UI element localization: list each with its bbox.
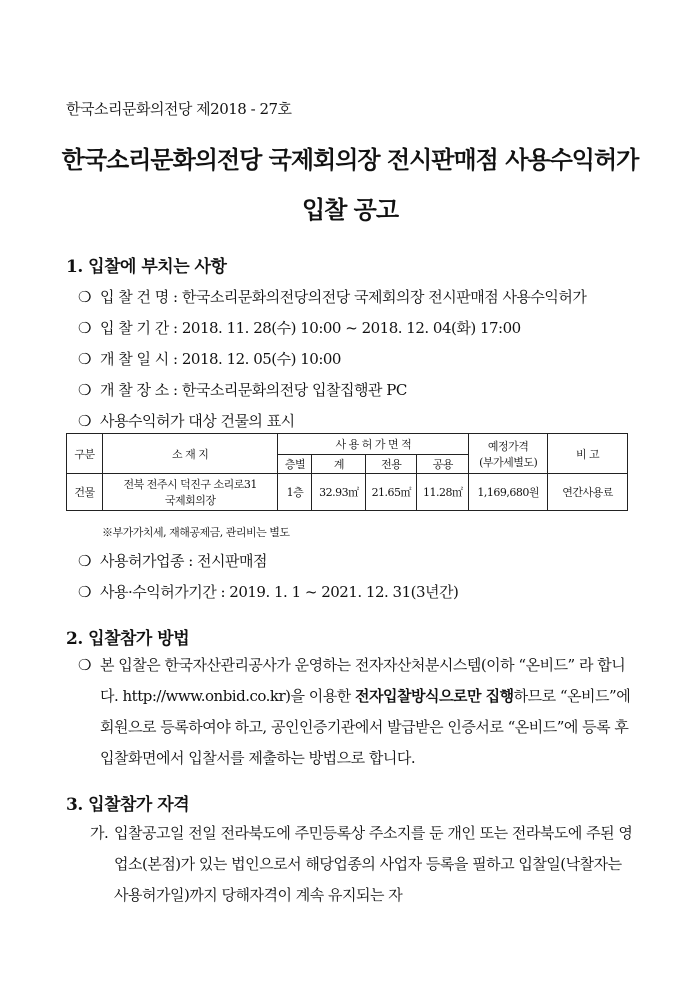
section-3-heading: 3. 입찰참가 자격: [66, 795, 190, 815]
section-2-paragraph: [78, 650, 640, 774]
item-building-display: [78, 410, 295, 431]
header-floor: 층별: [278, 455, 312, 474]
circle-bullet-icon: ❍: [78, 319, 91, 337]
cell-common-area: 11.28㎡: [417, 474, 469, 511]
item-opening-date: [78, 348, 341, 369]
cell-type: 건물: [67, 474, 103, 511]
header-location: 소 재 지: [102, 434, 278, 474]
section-2-heading: 2. 입찰참가 방법: [66, 629, 190, 649]
item-text: 사용허가업종 : 전시판매점: [100, 552, 267, 570]
item-label: 개 찰 일 시 :: [100, 350, 182, 368]
cell-location-line-1: 전북 전주시 덕진구 소리로31: [123, 478, 257, 491]
cell-floor: 1층: [278, 474, 312, 511]
document-number: 한국소리문화의전당 제2018 - 27호: [66, 100, 292, 118]
header-type: 구분: [67, 434, 103, 474]
cell-location: [102, 474, 278, 511]
section-2-text: [100, 650, 636, 774]
header-remarks: 비 고: [548, 434, 628, 474]
cell-exclusive-area: 21.65㎡: [366, 474, 417, 511]
item-label: 입 찰 기 간 :: [100, 319, 182, 337]
section-1-heading: 1. 입찰에 부치는 사항: [66, 257, 227, 277]
cell-price: 1,169,680원: [469, 474, 548, 511]
title-line-1: 한국소리문화의전당 국제회의장 전시판매점 사용수익허가: [61, 145, 639, 174]
title-line-2: 입찰 공고: [301, 195, 399, 224]
item-label: 입 찰 건 명 :: [100, 288, 182, 306]
text-before-bold: 본 입찰은 한국자산관리공사가 운영하는 전자자산처분시스템(이하 “온비드” 라 합니다. http://www.onbid.co.kr)을 이용한: [100, 656, 626, 705]
circle-bullet-icon: ❍: [78, 350, 91, 368]
item-bid-name: [78, 286, 586, 307]
table-footnote: ※부가가치세, 재해공제금, 관리비는 별도: [102, 526, 290, 539]
item-marker: 가.: [90, 824, 109, 842]
header-common: 공용: [417, 455, 469, 474]
item-label: 개 찰 장 소 :: [100, 381, 182, 399]
circle-bullet-icon: ❍: [78, 288, 91, 306]
circle-bullet-icon: ❍: [78, 412, 91, 430]
item-permit-period: [78, 581, 458, 602]
item-value: 한국소리문화의전당의전당 국제회의장 전시판매점 사용수익허가: [181, 288, 587, 306]
item-business-type: [78, 550, 267, 571]
circle-bullet-icon: ❍: [78, 552, 91, 570]
section-3-text: 입찰공고일 전일 전라북도에 주민등록상 주소지를 둔 개인 또는 전라북도에 주된 영업소(본점)가 있는 법인으로서 해당업종의 사업자 등록을 필하고 입찰일(낙찰자는 사용허가일)까지 당해자격이 계속 유지되는 자: [114, 824, 633, 904]
header-usage-area: 사 용 허 가 면 적: [278, 434, 469, 455]
item-value: 2018. 12. 05(수) 10:00: [181, 350, 341, 368]
item-value: 한국소리문화의전당 입찰집행관 PC: [181, 381, 407, 399]
circle-bullet-icon: ❍: [78, 381, 91, 399]
header-price-line-2: (부가세별도): [479, 455, 538, 469]
circle-bullet-icon: ❍: [78, 583, 91, 601]
item-value: 2018. 11. 28(수) 10:00 ~ 2018. 12. 04(화) 17:00: [181, 319, 521, 337]
item-opening-place: [78, 379, 407, 400]
cell-location-line-2: 국제회의장: [164, 494, 216, 507]
header-estimated-price: [469, 434, 548, 474]
header-exclusive: 전용: [366, 455, 417, 474]
item-text: 사용·수익허가기간 : 2019. 1. 1 ~ 2021. 12. 31(3년간): [100, 583, 459, 601]
header-total: 계: [312, 455, 366, 474]
table-row: [67, 474, 628, 511]
circle-bullet-icon: ❍: [78, 656, 91, 674]
usage-area-table: [66, 433, 628, 511]
item-label: 사용수익허가 대상 건물의 표시: [100, 412, 295, 430]
cell-total-area: 32.93㎡: [312, 474, 366, 511]
header-price-line-1: 예정가격: [487, 439, 529, 453]
item-bid-period: [78, 317, 521, 338]
section-3-paragraph: [90, 818, 640, 911]
text-bold: 전자입찰방식으로만 집행: [355, 687, 514, 705]
cell-remarks: 연간사용료: [548, 474, 628, 511]
text-after-bold: 하므로 “온비드”에 회원으로 등록하여야 하고, 공인인증기관에서 발급받은 인증서로 “온비드”에 등록 후 입찰화면에서 입찰서를 제출하는 방법으로 합니다.: [100, 687, 631, 767]
